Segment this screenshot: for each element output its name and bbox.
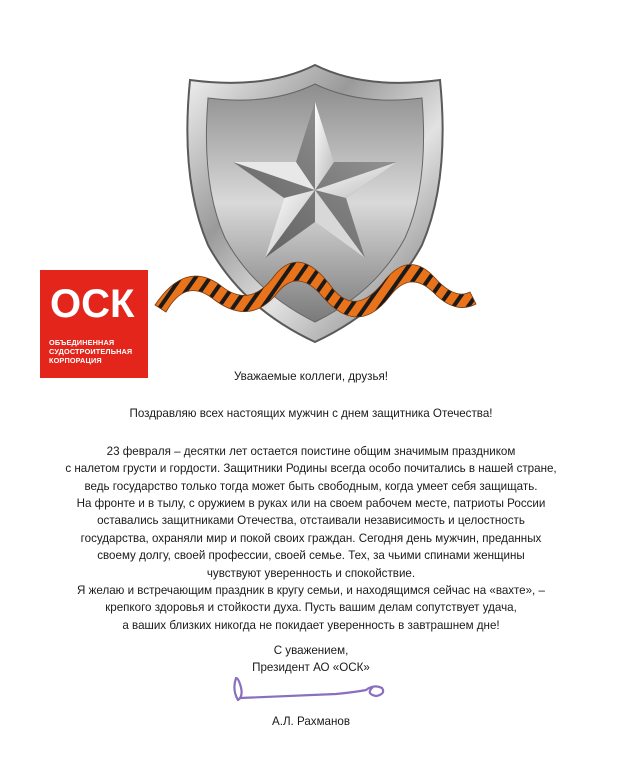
body-line: Я желаю и встречающим праздник в кругу семьи, и находящимся сейчас на «вахте», – xyxy=(77,584,545,598)
body-line: оставались защитниками Отечества, отстаивали независимость и целостность xyxy=(97,514,525,528)
body-line: На фронте и в тылу, с оружием в руках или на своем рабочем месте, патриоты России xyxy=(76,497,546,511)
signoff xyxy=(40,642,582,677)
body-line: государства, охраняли мир и покой своих граждан. Сегодня день мужчин, преданных xyxy=(80,531,542,545)
body-line: своему долгу, своей профессии, своей семье. Тех, за чьими спинами женщины xyxy=(97,549,525,563)
logo-line: СУДОСТРОИТЕЛЬНАЯ xyxy=(49,347,133,356)
letter-body xyxy=(40,368,582,634)
logo-line: КОРПОРАЦИЯ xyxy=(49,356,102,365)
body-line: с налетом грусти и гордости. Защитники Родины всегда особо почитались в нашей стране, xyxy=(65,462,557,476)
closing: С уважением, xyxy=(273,644,349,657)
signer-name: А.Л. Рахманов xyxy=(271,715,351,728)
body-line: крепкого здоровья и стойкости духа. Пусть вашим делам сопутствует удача, xyxy=(105,601,517,615)
logo-mark: ОСК xyxy=(50,282,135,326)
body-line: а ваших близких никогда не покидает уверенность в завтрашнем дне! xyxy=(122,618,500,632)
congratulation: Поздравляю всех настоящих мужчин с днем защитника Отечества! xyxy=(129,407,493,421)
logo-line: ОБЪЕДИНЕННАЯ xyxy=(49,338,115,347)
greeting: Уважаемые коллеги, друзья! xyxy=(233,370,389,383)
body-line: ведь государство только тогда может быть свободным, когда умеет себя защищать. xyxy=(84,479,538,493)
body-line: чувствуют уверенность и спокойствие. xyxy=(206,566,416,580)
body-line: 23 февраля – десятки лет остается поистине общим значимым праздником xyxy=(106,444,516,458)
osk-logo xyxy=(40,270,148,378)
signature-image xyxy=(226,674,390,704)
shield-star-ribbon-icon xyxy=(150,60,480,350)
position: Президент АО «ОСК» xyxy=(252,661,370,675)
